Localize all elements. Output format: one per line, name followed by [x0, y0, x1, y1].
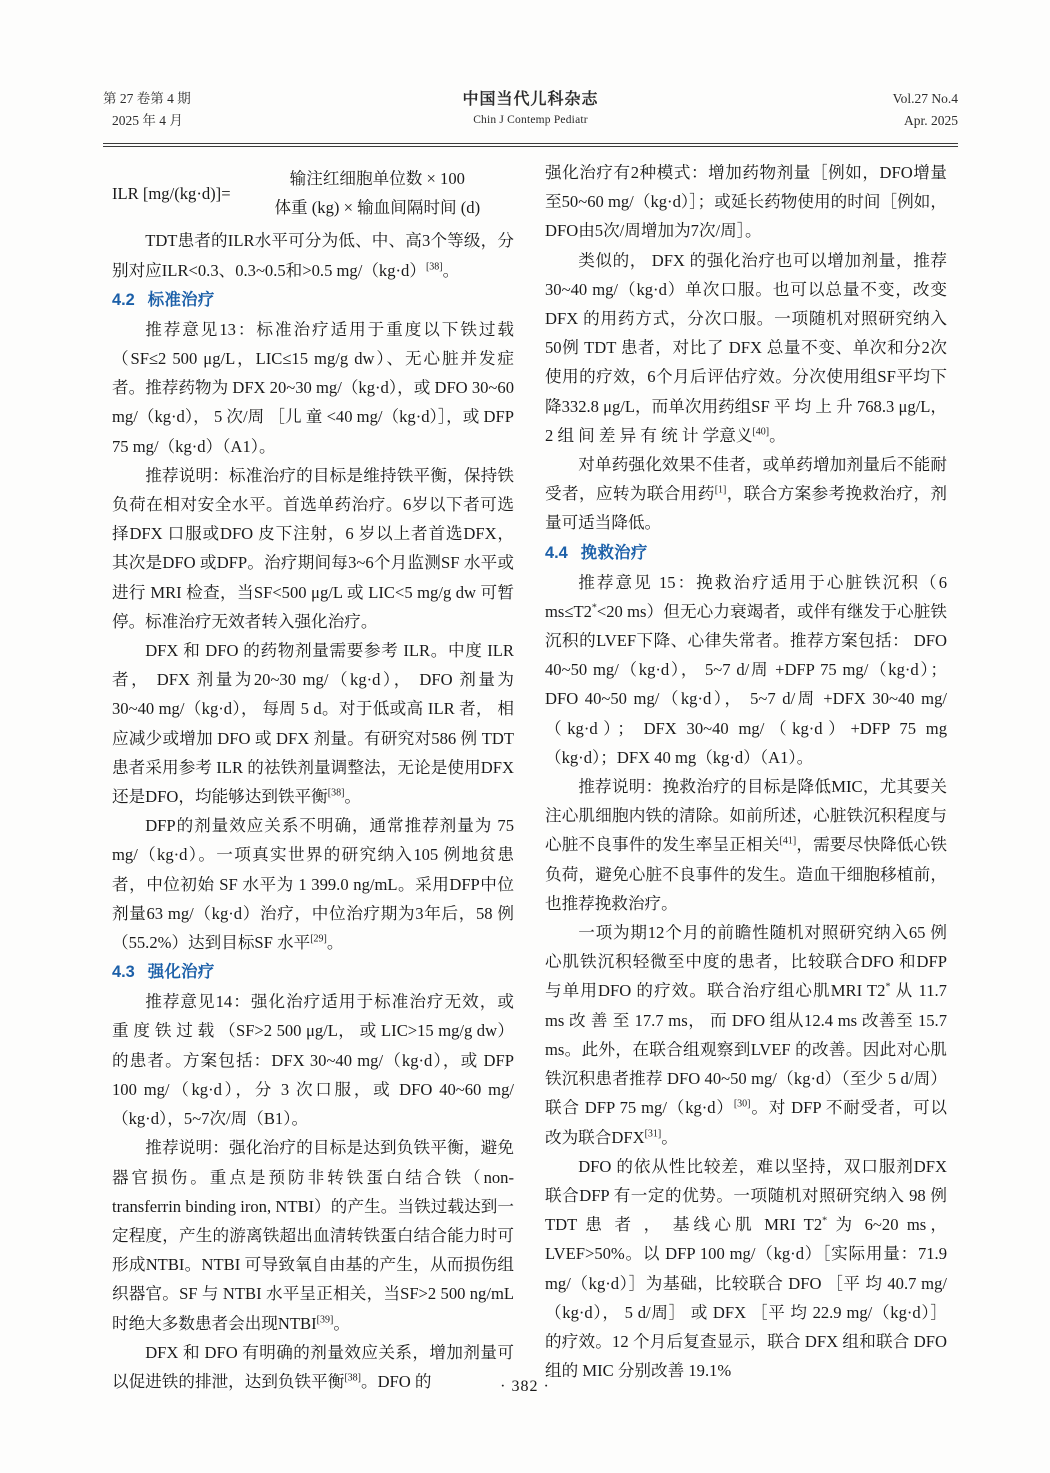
- journal-title-en: Chin J Contemp Pediatr: [473, 114, 588, 126]
- section-heading-4-4: [545, 538, 947, 568]
- section-number-4-4: 4.4: [545, 543, 568, 562]
- paragraph-dose-effect: DFX 和 DFO 有明确的剂量效应关系，增加剂量可以促进铁的排泄，达到负铁平衡[38]。DFO 的: [112, 1342, 514, 1391]
- journal-title-cn: 中国当代儿科杂志: [462, 91, 599, 108]
- paragraph-recommendation-13: 推荐意见13：标准治疗适用于重度以下铁过载（SF≤2 500 μg/L，LIC≤15 mg/g dw）、无心脏并发症者。推荐药物为 DFX 20~30 mg/（kg·d），或 DFO 30~60 mg/（kg·d）， 5 次/周 ［儿 童 <40 mg/（kg·d）］，或 DFP 75 mg/（kg·d）（A1）。: [112, 319, 514, 456]
- paragraph-dfp-dose: DFP的剂量效应关系不明确，通常推荐剂量为 75 mg/（kg·d）。一项真实世界的研究纳入105 例地贫患者，中位初始 SF 水平为 1 399.0 ng/mL。采用DFP中位剂量63 mg/（kg·d）治疗，中位治疗期为3年后，58 例（55.2%）达到目标SF 水平[29]。: [112, 816, 514, 953]
- paragraph-two-modes: 强化治疗有2种模式：增加药物剂量［例如，DFO增量至50~60 mg/（kg·d）］；或延长药物使用的时间［例如，DFO由5次/周增加为7次/周］。: [545, 163, 947, 241]
- ilr-formula-fraction: [241, 164, 514, 222]
- ilr-formula-numerator: 输注红细胞单位数 × 100: [289, 169, 465, 188]
- date-cn: 2025 年 4 月: [112, 113, 183, 128]
- paragraph-recommendation-13-note: 推荐说明：标准治疗的目标是维持铁平衡，保持铁负荷在相对安全水平。首选单药治疗。6岁以下者可选择DFX 口服或DFO 皮下注射，6 岁以上者首选DFX，其次是DFO 或DFP。治疗期间每3~6个月监测SF 水平或进行 MRI 检查，当SF<500 μg/L 或 LIC<5 mg/g dw 可暂停。标准治疗无效者转入强化治疗。: [112, 465, 514, 631]
- paragraph-recommendation-15: 推荐意见 15：挽救治疗适用于心脏铁沉积（6 ms≤T2*<20 ms）但无心力衰竭者，或伴有继发于心脏铁沉积的LVEF下降、心律失常者。推荐方案包括： DFO 40~50 mg/（kg·d）， 5~7 d/周 +DFP 75 mg/（kg·d）； DFO 40~50 mg/（kg·d）， 5~7 d/周 +DFX 30~40 mg/（kg·d）； DFX 30~40 mg/（kg·d）+DFP 75 mg（kg·d）；DFX 40 mg（kg·d）（A1）。: [545, 572, 947, 767]
- paragraph-dfx-intensify: 类似的， DFX 的强化治疗也可以增加剂量，推荐30~40 mg/（kg·d）单次口服。也可以总量不变，改变DFX 的用药方式，分次口服。一项随机对照研究纳入50例 TDT 患者，对比了 DFX 总量不变、单次和分2次使用的疗效，6个月后评估疗效。分次使用组SF平均下降332.8 μg/L，而单次用药组SF 平 均 上 升 768.3 μg/L， 2 组 间 差 异 有 统 计 学意义[40]。: [545, 250, 947, 445]
- section-title-4-2: 标准治疗: [147, 290, 215, 309]
- section-heading-4-2: [112, 285, 514, 315]
- journal-title-block: [103, 88, 958, 129]
- paragraph-dfo-adherence: DFO 的依从性比较差，难以坚持，双口服剂DFX 联合DFP 有一定的优势。一项随机对照研究纳入 98 例 TDT 患 者 ， 基线心肌 MRI T2* 为 6~20 ms，LVEF>50%。以 DFP 100 mg/（kg·d）［实际用量：71.9 mg/（kg·d）］为基础，比较联合 DFO ［平 均 40.7 mg/（kg·d）， 5 d/周］ 或 DFX ［平 均 22.9 mg/（kg·d）］的疗效。12 个月后复查显示，联合 DFX 组和联合 DFO 组的 MIC 分别改善 19.1%: [545, 1156, 948, 1381]
- section-number-4-2: 4.2: [112, 290, 135, 309]
- paragraph-recommendation-15-note: 推荐说明：挽救治疗的目标是降低MIC，尤其要关注心肌细胞内铁的清除。如前所述，心脏铁沉积程度与心脏不良事件的发生率呈正相关[41]，需要尽快降低心铁负荷，避免心脏不良事件的发生。造血干细胞移植前，也推荐挽救治疗。: [545, 777, 947, 913]
- column-right: [545, 158, 947, 1385]
- column-left: [112, 158, 514, 1396]
- running-head-right: [893, 88, 958, 132]
- ilr-formula-denominator: 体重 (kg) × 输血间隔时间 (d): [274, 198, 481, 218]
- ilr-formula-lhs: ILR [mg/(kg·d)]=: [112, 183, 231, 203]
- section-heading-4-3: [112, 957, 514, 987]
- paragraph-ilr-levels: TDT患者的ILR水平可分为低、中、高3个等级，分别对应ILR<0.3、0.3~0.5和>0.5 mg/（kg·d）[38]。: [112, 231, 514, 280]
- date-en: Apr. 2025: [904, 113, 958, 128]
- ilr-formula: [112, 164, 514, 222]
- paragraph-dfx-dfo-ilr: DFX 和 DFO 的药物剂量需要参考 ILR。中度 ILR 者， DFX 剂量为20~30 mg/（kg·d）， DFO 剂量为 30~40 mg/（kg·d）， 每周 5 d。对于低或高 ILR 者， 相应减少或增加 DFO 或 DFX 剂量。有研究对586 例 TDT 患者采用参考 ILR 的祛铁剂量调整法，无论是使用DFX 还是DFO，均能够达到铁平衡[38]。: [112, 641, 514, 807]
- section-number-4-3: 4.3: [112, 963, 135, 982]
- section-title-4-4: 挽救治疗: [580, 543, 648, 562]
- paragraph-recommendation-14: 推荐意见14：强化治疗适用于标准治疗无效，或 重 度 铁 过 载 （SF>2 500 μg/L， 或 LIC>15 mg/g dw）的患者。方案包括：DFX 30~40 mg/（kg·d），或 DFP 100 mg/（kg·d），分 3 次口服，或 DFO 40~60 mg/（kg·d），5~7次/周（B1）。: [112, 992, 514, 1129]
- volume-issue-en: Vol.27 No.4: [892, 91, 958, 106]
- page-folio: · 382 ·: [500, 1378, 550, 1395]
- paragraph-recommendation-14-note: 推荐说明：强化治疗的目标是达到负铁平衡，避免器官损伤。重点是预防非转铁蛋白结合铁（non-transferrin binding iron, NTBI）的产生。当铁过载达到一定程度，产生的游离铁超出血清转铁蛋白结合能力时可形成NTBI。NTBI 可导致氧自由基的产生，从而损伤组织器官。SF 与 NTBI 水平呈正相关，当SF>2 500 ng/mL时绝大多数患者会出现NTBI[39]。: [112, 1138, 514, 1333]
- running-head: [103, 88, 958, 144]
- paragraph-combination-therapy: 对单药强化效果不佳者，或单药增加剂量后不能耐受者，应转为联合用药[1]，联合方案参考挽救治疗，剂量可适当降低。: [545, 455, 948, 533]
- header-rule: [103, 143, 958, 147]
- paragraph-rct-12-months: 一项为期12个月的前瞻性随机对照研究纳入65 例心肌铁沉积轻微至中度的患者，比较联合DFO 和DFP 与单用DFO 的疗效。联合治疗组心肌MRI T2* 从 11.7 ms 改 善 至 17.7 ms， 而 DFO 组从12.4 ms 改善至 15.7 ms。此外，在联合组观察到LVEF 的改善。因此对心肌铁沉积患者推荐 DFO 40~50 mg/（kg·d）（至少 5 d/周）联合 DFP 75 mg/（kg·d）[30]。对 DFP 不耐受者，可以改为联合DFX[31]。: [545, 923, 947, 1147]
- volume-issue-cn: 第 27 卷第 4 期: [103, 91, 191, 106]
- section-title-4-3: 强化治疗: [147, 963, 215, 982]
